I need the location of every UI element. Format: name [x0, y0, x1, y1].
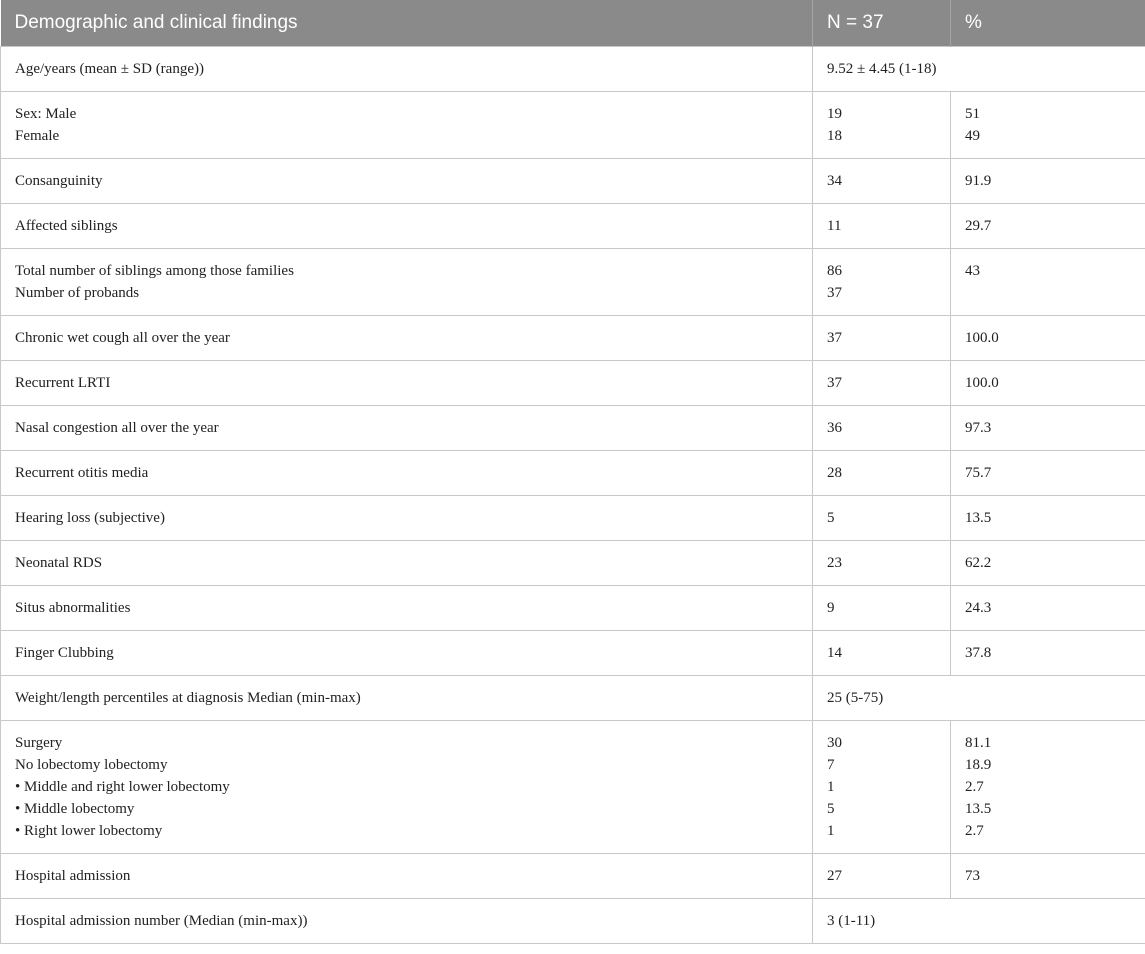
percent-cell	[951, 540, 1145, 585]
count-cell-line: 37	[827, 329, 842, 346]
percent-cell	[951, 450, 1145, 495]
count-cell-line: 19	[827, 105, 842, 122]
percent-cell-line: 62.2	[965, 554, 992, 571]
column-header-n: N = 37	[813, 0, 951, 46]
percent-cell-line: 2.7	[965, 822, 984, 839]
count-cell	[813, 158, 951, 203]
percent-cell-line: 97.3	[965, 419, 992, 436]
value-cell-line: 25 (5-75)	[827, 689, 884, 706]
count-cell	[813, 585, 951, 630]
finding-cell-line: Hearing loss (subjective)	[15, 509, 165, 526]
finding-cell-line: Age/years (mean ± SD (range))	[15, 60, 204, 77]
count-cell-line: 1	[827, 778, 835, 795]
finding-cell-line: Surgery	[15, 734, 63, 751]
percent-cell	[951, 248, 1145, 315]
finding-cell	[1, 91, 813, 158]
value-cell	[813, 46, 1145, 91]
finding-cell-line: No lobectomy lobectomy	[15, 756, 168, 773]
finding-cell	[1, 720, 813, 853]
finding-cell	[1, 405, 813, 450]
value-cell	[813, 675, 1145, 720]
finding-cell-line: Sex: Male	[15, 105, 77, 122]
finding-cell-line: Situs abnormalities	[15, 599, 131, 616]
percent-cell-line: 91.9	[965, 172, 992, 189]
count-cell	[813, 720, 951, 853]
count-cell	[813, 248, 951, 315]
count-cell-line: 18	[827, 127, 842, 144]
table-row	[1, 360, 1145, 405]
percent-cell-line: 81.1	[965, 734, 992, 751]
finding-cell	[1, 203, 813, 248]
table-row	[1, 675, 1145, 720]
table-row	[1, 248, 1145, 315]
finding-cell	[1, 853, 813, 898]
table-row	[1, 630, 1145, 675]
table-row	[1, 853, 1145, 898]
count-cell	[813, 203, 951, 248]
count-cell	[813, 450, 951, 495]
percent-cell-line: 13.5	[965, 509, 992, 526]
count-cell	[813, 91, 951, 158]
percent-cell	[951, 158, 1145, 203]
count-cell-line: 37	[827, 374, 842, 391]
percent-cell-line	[965, 282, 1131, 304]
percent-cell-line: 51	[965, 105, 980, 122]
percent-cell-line: 24.3	[965, 599, 992, 616]
finding-cell	[1, 158, 813, 203]
table-row	[1, 540, 1145, 585]
percent-cell-line: 49	[965, 127, 980, 144]
finding-cell	[1, 675, 813, 720]
table-row	[1, 158, 1145, 203]
finding-cell-line: Hospital admission number (Median (min-max))	[15, 912, 308, 929]
finding-cell-line: Finger Clubbing	[15, 644, 114, 661]
percent-cell-line: 29.7	[965, 217, 992, 234]
count-cell-line: 5	[827, 800, 835, 817]
table-row	[1, 203, 1145, 248]
table-row	[1, 315, 1145, 360]
finding-cell-line: Total number of siblings among those families	[15, 262, 294, 279]
percent-cell-line: 2.7	[965, 778, 984, 795]
percent-cell-line: 75.7	[965, 464, 992, 481]
percent-cell-line: 73	[965, 867, 980, 884]
count-cell-line: 7	[827, 756, 835, 773]
percent-cell-line: 100.0	[965, 374, 999, 391]
value-cell-line: 9.52 ± 4.45 (1-18)	[827, 60, 937, 77]
finding-cell-line: Hospital admission	[15, 867, 131, 884]
percent-cell-line: 100.0	[965, 329, 999, 346]
percent-cell	[951, 405, 1145, 450]
finding-cell-line: Number of probands	[15, 284, 140, 301]
count-cell-line: 23	[827, 554, 842, 571]
finding-cell	[1, 248, 813, 315]
finding-cell-line: Chronic wet cough all over the year	[15, 329, 230, 346]
percent-cell-line: 18.9	[965, 756, 992, 773]
table-row	[1, 46, 1145, 91]
count-cell-line: 30	[827, 734, 842, 751]
percent-cell	[951, 203, 1145, 248]
finding-cell-line: Recurrent LRTI	[15, 374, 111, 391]
count-cell	[813, 405, 951, 450]
finding-cell-line: Consanguinity	[15, 172, 103, 189]
count-cell-line: 11	[827, 217, 842, 234]
count-cell	[813, 315, 951, 360]
finding-cell	[1, 495, 813, 540]
finding-cell-line: • Middle and right lower lobectomy	[15, 778, 230, 795]
percent-cell	[951, 720, 1145, 853]
count-cell-line: 14	[827, 644, 842, 661]
finding-cell-line: Neonatal RDS	[15, 554, 103, 571]
value-cell	[813, 898, 1145, 943]
finding-cell-line: • Right lower lobectomy	[15, 822, 163, 839]
table-row	[1, 720, 1145, 853]
finding-cell	[1, 360, 813, 405]
count-cell-line: 27	[827, 867, 842, 884]
table-row	[1, 405, 1145, 450]
table-row	[1, 450, 1145, 495]
value-cell-line: 3 (1-11)	[827, 912, 876, 929]
finding-cell	[1, 898, 813, 943]
finding-cell-line: Weight/length percentiles at diagnosis Median (min-max)	[15, 689, 361, 706]
percent-cell	[951, 585, 1145, 630]
count-cell-line: 86	[827, 262, 842, 279]
count-cell	[813, 495, 951, 540]
header-row	[1, 0, 1145, 46]
count-cell-line: 37	[827, 284, 842, 301]
table-row	[1, 91, 1145, 158]
count-cell	[813, 360, 951, 405]
table-row	[1, 898, 1145, 943]
count-cell-line: 28	[827, 464, 842, 481]
percent-cell-line: 13.5	[965, 800, 992, 817]
finding-cell-line: Nasal congestion all over the year	[15, 419, 219, 436]
percent-cell-line: 43	[965, 262, 980, 279]
percent-cell	[951, 360, 1145, 405]
count-cell-line: 5	[827, 509, 835, 526]
percent-cell-line: 37.8	[965, 644, 992, 661]
table-body	[1, 46, 1145, 943]
table-header	[1, 0, 1145, 46]
finding-cell-line: Female	[15, 127, 60, 144]
finding-cell	[1, 630, 813, 675]
count-cell-line: 1	[827, 822, 835, 839]
percent-cell	[951, 315, 1145, 360]
finding-cell	[1, 540, 813, 585]
percent-cell	[951, 495, 1145, 540]
finding-cell	[1, 585, 813, 630]
table-row	[1, 495, 1145, 540]
column-header-findings: Demographic and clinical findings	[1, 0, 813, 46]
count-cell-line: 9	[827, 599, 835, 616]
table-row	[1, 585, 1145, 630]
count-cell	[813, 630, 951, 675]
percent-cell	[951, 630, 1145, 675]
finding-cell-line: Affected siblings	[15, 217, 118, 234]
count-cell-line: 34	[827, 172, 842, 189]
percent-cell	[951, 853, 1145, 898]
finding-cell	[1, 46, 813, 91]
finding-cell	[1, 450, 813, 495]
count-cell	[813, 540, 951, 585]
finding-cell-line: Recurrent otitis media	[15, 464, 149, 481]
column-header-percent: %	[951, 0, 1145, 46]
finding-cell-line: • Middle lobectomy	[15, 800, 135, 817]
finding-cell	[1, 315, 813, 360]
count-cell-line: 36	[827, 419, 842, 436]
count-cell	[813, 853, 951, 898]
percent-cell	[951, 91, 1145, 158]
